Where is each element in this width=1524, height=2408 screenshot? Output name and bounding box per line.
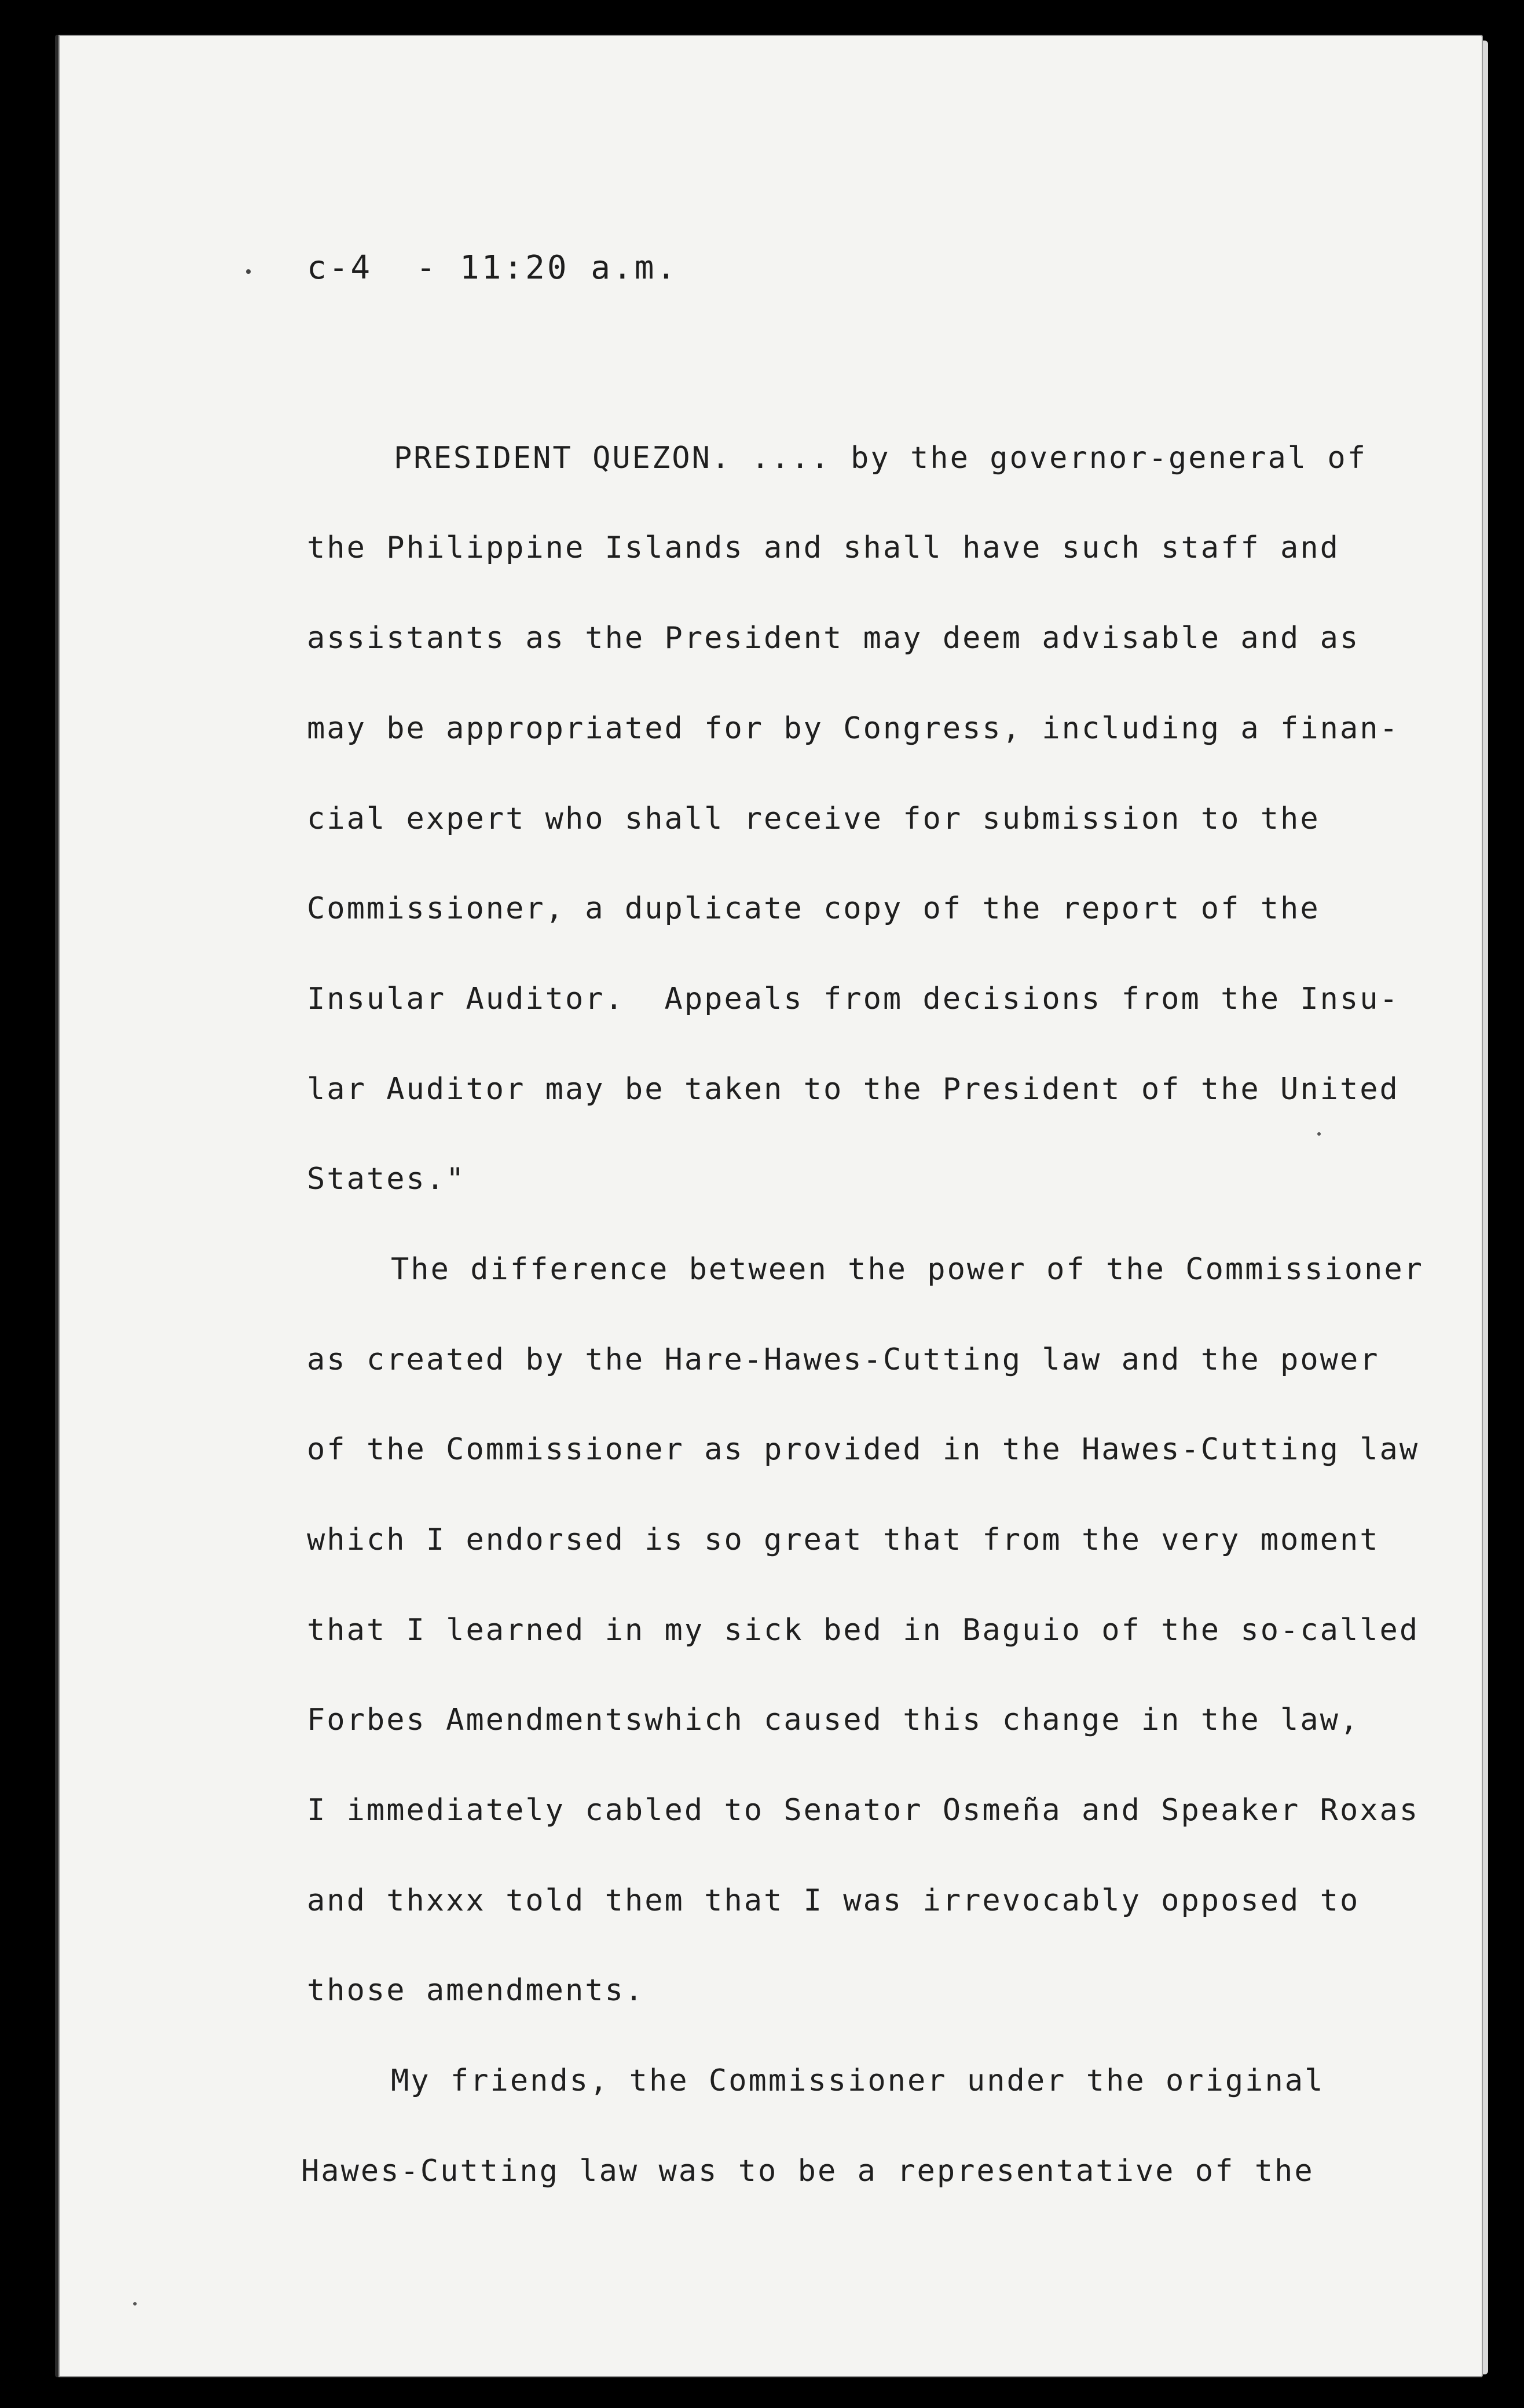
text-line: of the Commissioner as provided in the Hawes-Cutting law — [307, 1432, 1420, 1467]
text-line: and thxxx told them that I was irrevocably opposed to — [307, 1883, 1360, 1918]
text-line: Hawes-Cutting law was to be a representative of the — [301, 2154, 1314, 2189]
text-line: Insular Auditor. Appeals from decisions from the Insu- — [307, 982, 1400, 1016]
text-line: assistants as the President may deem advisable and as — [307, 621, 1360, 656]
page-reference: c-4 - 11:20 a.m. — [307, 249, 679, 287]
document-page — [55, 35, 1483, 2377]
text-line: Forbes Amendmentswhich caused this change in the law, — [307, 1703, 1360, 1737]
text-line: as created by the Hare-Hawes-Cutting law and the power — [307, 1342, 1380, 1377]
text-line: the Philippine Islands and shall have such staff and — [307, 530, 1340, 565]
text-line: which I endorsed is so great that from the very moment — [307, 1523, 1380, 1557]
text-line: that I learned in my sick bed in Baguio of the so-called — [307, 1613, 1420, 1648]
text-line: States." — [307, 1162, 466, 1196]
text-line: My friends, the Commissioner under the original — [391, 2063, 1325, 2098]
text-line: I immediately cabled to Senator Osmeña and Speaker Roxas — [307, 1793, 1420, 1828]
text-line: may be appropriated for by Congress, including a finan- — [307, 711, 1400, 746]
text-line: those amendments. — [307, 1973, 645, 2008]
text-line: cial expert who shall receive for submission to the — [307, 802, 1320, 836]
text-line: lar Auditor may be taken to the President of the United — [307, 1072, 1400, 1107]
text-line: PRESIDENT QUEZON. .... by the governor-general of — [394, 441, 1368, 475]
margin-dot — [246, 269, 251, 274]
text-line: Commissioner, a duplicate copy of the report of the — [307, 891, 1320, 926]
text-line: The difference between the power of the Commissioner — [391, 1252, 1424, 1287]
